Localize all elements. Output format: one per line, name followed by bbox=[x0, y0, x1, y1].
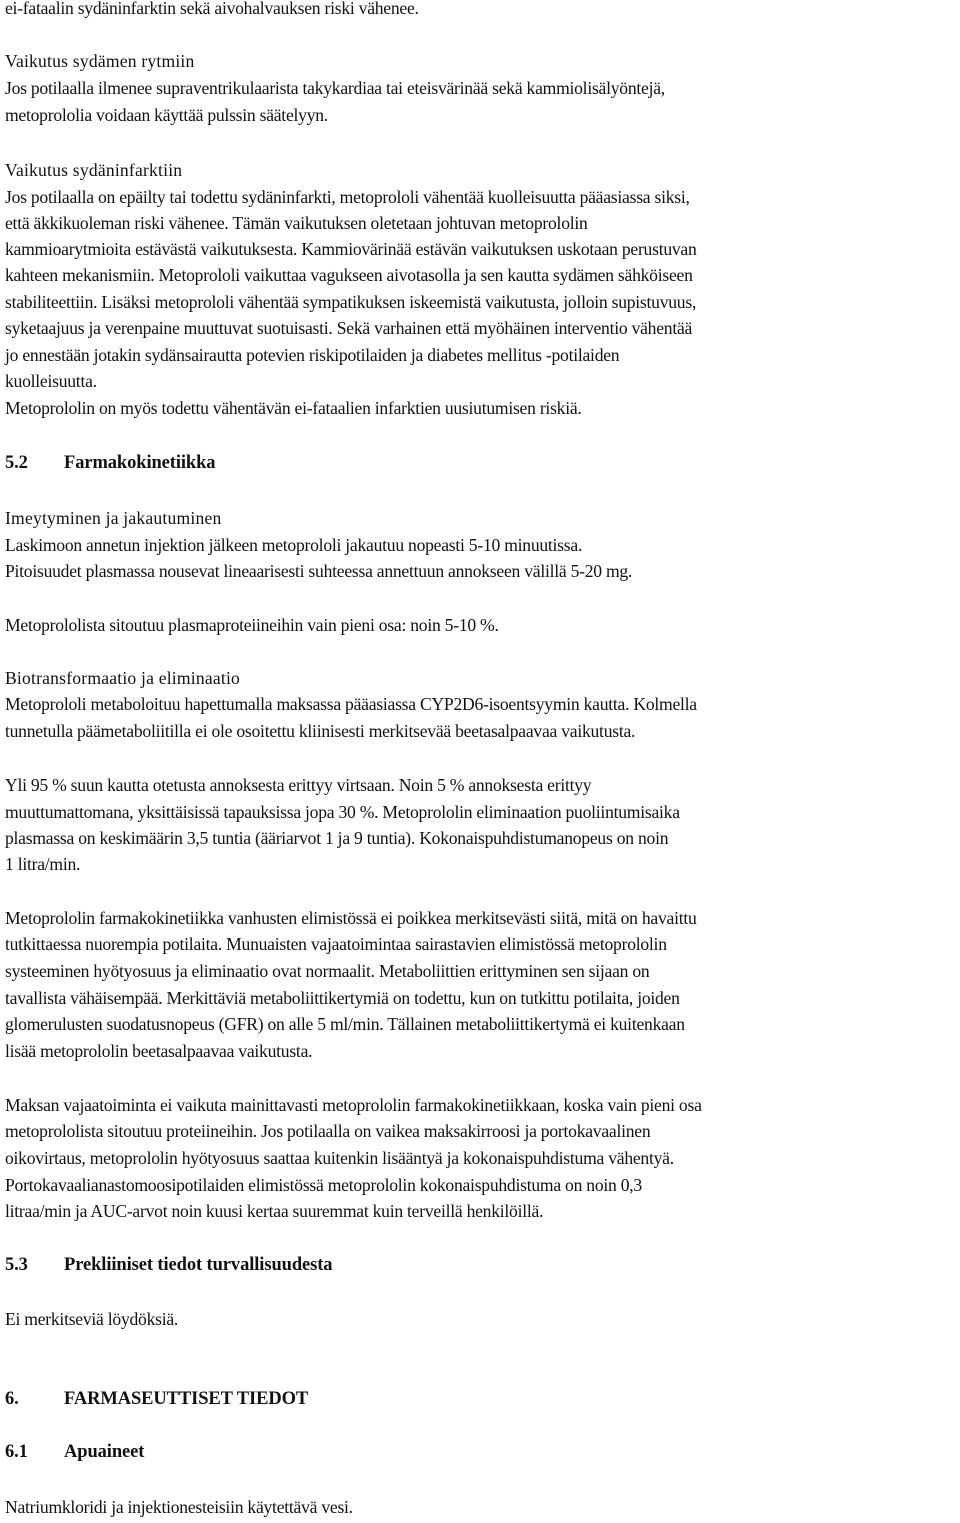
text-line: metoprololia voidaan käyttää pulssin säätelyyn. bbox=[5, 105, 328, 125]
text-line: plasmassa on keskimäärin 3,5 tuntia (ääriarvot 1 ja 9 tuntia). Kokonaispuhdistumanopeus on noin bbox=[5, 828, 669, 848]
text-line: metoprololista sitoutuu proteiineihin. Jos potilaalla on vaikea maksakirroosi ja portokavaalinen bbox=[5, 1121, 651, 1141]
text-line: Portokavaalianastomoosipotilaiden elimistössä metoprololin kokonaispuhdistuma on noin 0,3 bbox=[5, 1175, 642, 1195]
text-line: syketaajuus ja verenpaine muuttuvat suotuisasti. Sekä varhainen että myöhäinen interventio vähentää bbox=[5, 318, 693, 338]
text-line: muuttumattomana, yksittäisissä tapauksissa jopa 30 %. Metoprololin eliminaation puoliintumisaika bbox=[5, 802, 680, 822]
text-line: stabiliteettiin. Lisäksi metoprololi vähentää sympatikuksen iskeemistä vaikutusta, jolloin supistuvuus, bbox=[5, 292, 697, 312]
text-line: Metoprololista sitoutuu plasmaproteiineihin vain pieni osa: noin 5-10 %. bbox=[5, 615, 499, 635]
text-line: Pitoisuudet plasmassa nousevat lineaarisesti suhteessa annettuun annokseen välillä 5-20 mg. bbox=[5, 561, 633, 581]
text-line: ei-fataalin sydäninfarktin sekä aivohalvauksen riski vähenee. bbox=[5, 0, 419, 18]
section-heading-5-3 bbox=[5, 1252, 332, 1279]
text-line: systeeminen hyötyosuus ja eliminaatio ovat normaalit. Metaboliittien erittyminen sen sijaan on bbox=[5, 961, 650, 981]
text-line: kuolleisuutta. bbox=[5, 371, 97, 391]
section-title: Farmakokinetiikka bbox=[64, 453, 216, 473]
text-line: Ei merkitseviä löydöksiä. bbox=[5, 1309, 179, 1329]
text-line: Jos potilaalla on epäilty tai todettu sydäninfarkti, metoprololi vähentää kuolleisuutta pääasiassa siksi, bbox=[5, 187, 690, 207]
section-title: Apuaineet bbox=[64, 1442, 145, 1462]
section-number: 6. bbox=[5, 1389, 19, 1409]
section-title: FARMASEUTTISET TIEDOT bbox=[64, 1389, 309, 1409]
text-line: Jos potilaalla ilmenee supraventrikulaarista takykardiaa tai eteisvärinää sekä kammiolisälyöntejä, bbox=[5, 78, 665, 98]
section-number: 5.3 bbox=[5, 1255, 28, 1275]
text-line: Maksan vajaatoiminta ei vaikuta mainittavasti metoprololin farmakokinetiikkaan, koska vain pieni osa bbox=[5, 1095, 702, 1115]
text-line: 1 litra/min. bbox=[5, 854, 81, 874]
text-line: tunnetulla päämetaboliitilla ei ole osoitettu kliinisesti merkitsevää beetasalpaavaa vaikutusta. bbox=[5, 721, 636, 741]
text-line: Natriumkloridi ja injektionesteisiin käytettävä vesi. bbox=[5, 1497, 353, 1517]
subheading-absorption: Imeytyminen ja jakautuminen bbox=[5, 508, 222, 528]
section-heading-6-1 bbox=[5, 1439, 144, 1466]
subheading-biotransformation: Biotransformaatio ja eliminaatio bbox=[5, 668, 241, 688]
text-line: kahteen mekanismiin. Metoprololi vaikuttaa vagukseen aivotasolla ja sen kautta sydämen sähköiseen bbox=[5, 265, 693, 285]
subheading-myocardial-infarction: Vaikutus sydäninfarktiin bbox=[5, 160, 183, 180]
section-title: Prekliiniset tiedot turvallisuudesta bbox=[64, 1255, 333, 1275]
text-line: litraa/min ja AUC-arvot noin kuusi kertaa suuremmat kuin terveillä henkilöillä. bbox=[5, 1201, 544, 1221]
text-line: Laskimoon annetun injektion jälkeen metoprololi jakautuu nopeasti 5-10 minuutissa. bbox=[5, 535, 583, 555]
text-line: oikovirtaus, metoprololin hyötyosuus saattaa kuitenkin lisääntyä ja kokonaispuhdistuma vähentyä. bbox=[5, 1148, 674, 1168]
section-number: 5.2 bbox=[5, 453, 28, 473]
subheading-heart-rhythm: Vaikutus sydämen rytmiin bbox=[5, 51, 195, 71]
text-line: tavallista vähäisempää. Merkittäviä metaboliittikertymiä on todettu, kun on tutkittu potilaita, joiden bbox=[5, 988, 680, 1008]
section-heading-6 bbox=[5, 1386, 308, 1413]
text-line: Metoprololin on myös todettu vähentävän ei-fataalien infarktien uusiutumisen riskiä. bbox=[5, 398, 582, 418]
text-line: Metoprololi metaboloituu hapettumalla maksassa pääasiassa CYP2D6-isoentsyymin kautta. Kolmella bbox=[5, 694, 697, 714]
text-line: tutkittaessa nuorempia potilaita. Munuaisten vajaatoimintaa sairastavien elimistössä metoprololin bbox=[5, 934, 667, 954]
section-number: 6.1 bbox=[5, 1442, 28, 1462]
text-line: että äkkikuoleman riski vähenee. Tämän vaikutuksen oletetaan johtuvan metoprololin bbox=[5, 213, 588, 233]
text-line: glomerulusten suodatusnopeus (GFR) on alle 5 ml/min. Tällainen metaboliittikertymä ei kuitenkaan bbox=[5, 1014, 685, 1034]
text-line: lisää metoprololin beetasalpaavaa vaikutusta. bbox=[5, 1041, 313, 1061]
text-line: Yli 95 % suun kautta otetusta annoksesta erittyy virtsaan. Noin 5 % annoksesta erittyy bbox=[5, 775, 592, 795]
text-line: jo ennestään jotakin sydänsairautta potevien riskipotilaiden ja diabetes mellitus -potilaiden bbox=[5, 345, 620, 365]
text-line: Metoprololin farmakokinetiikka vanhusten elimistössä ei poikkea merkitsevästi siitä, mitä on havaittu bbox=[5, 908, 697, 928]
section-heading-5-2 bbox=[5, 450, 215, 477]
text-line: kammioarytmioita estävästä vaikutuksesta. Kammiovärinää estävän vaikutuksen uskotaan perustuvan bbox=[5, 239, 697, 259]
